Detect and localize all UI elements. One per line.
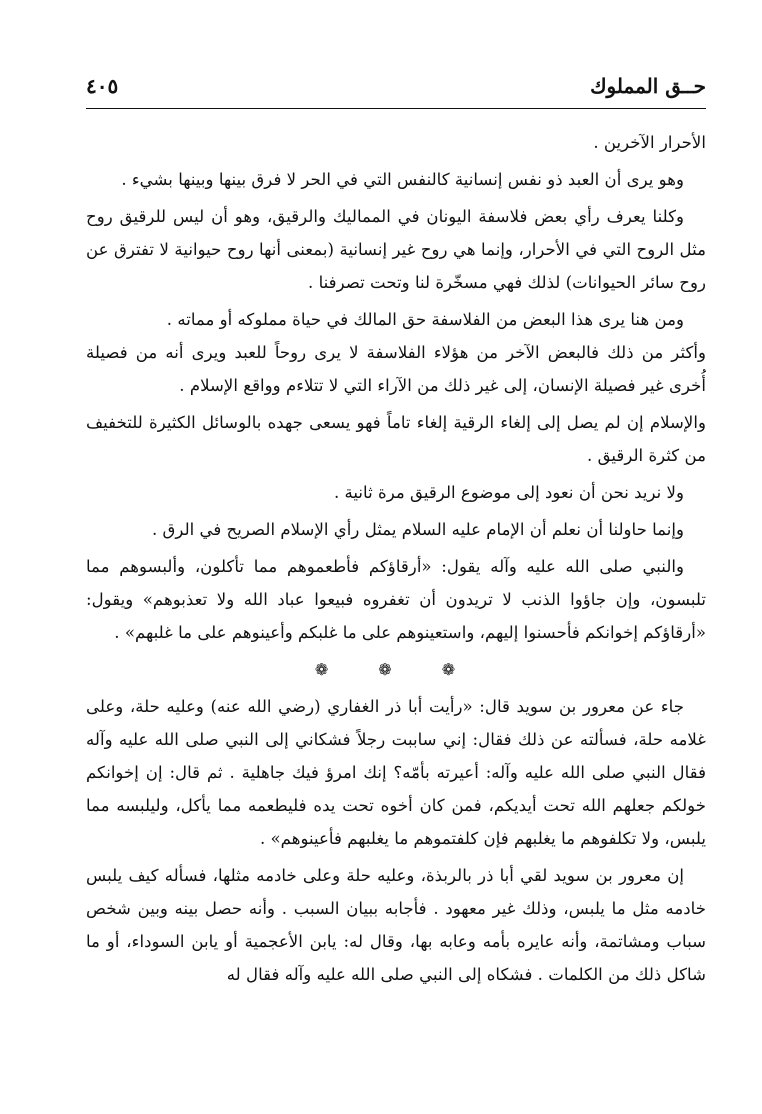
paragraph-5: وأكثر من ذلك فالبعض الآخر من هؤلاء الفلاسفة لا يرى روحاً للعبد ويرى أنه من فصيلة أُخرى غير فصيلة الإنسان، إلى غير ذلك من الآراء التي لا تتلاءم وواقع الإسلام . bbox=[86, 343, 706, 395]
separator-ornament: ❁ bbox=[378, 660, 414, 679]
paragraph-4: ومن هنا يرى هذا البعض من الفلاسفة حق المالك في حياة مملوكه أو مماته . bbox=[166, 310, 684, 329]
running-header bbox=[86, 70, 706, 110]
page-number: ٤٠٥ bbox=[86, 74, 119, 98]
separator-ornament: ❁ bbox=[314, 660, 351, 679]
running-title: حــق المملوك bbox=[590, 74, 706, 98]
paragraph-6: والإسلام إن لم يصل إلى إلغاء الرقية إلغاء تاماً فهو يسعى جهده بالوسائل الكثيرة للتخفيف من كثرة الرقيق . bbox=[86, 413, 706, 465]
paragraph-10: جاء عن معرور بن سويد قال: «رأيت أبا ذر الغفاري (رضي الله عنه) وعليه حلة، وعلى غلامه حلة، فسألته عن ذلك فقال: إني ساببت رجلاً فشكاني إلى النبي صلى الله عليه وآله فقال النبي صلى الله عليه وآله: أعيرته بأمّه؟ إنك امرؤ فيك جاهلية . ثم قال: إن إخوانكم خولكم جعلهم الله تحت أيديكم، فمن كان أخوه تحت يده فليطعمه مما يأكل، وليلبسه مما يلبس، ولا تكلفوهم ما يغلبهم فإن كلفتموهم ما يغلبهم فأعينوهم» . bbox=[86, 697, 706, 848]
paragraph-11: إن معرور بن سويد لقي أبا ذر بالربذة، وعليه حلة وعلى خادمه مثلها، فسأله كيف يلبس خادمه مثل ما يلبس، وذلك غير معهود . فأجابه ببيان السبب . وأنه حصل بينه وبين شخص سباب ومشاتمة، وأنه عايره بأمه وعابه بها، وقال له: يابن الأعجمية أو يابن السوداء، أو ما شاكل ذلك من الكلمات . فشكاه إلى النبي صلى الله عليه وآله فقال له bbox=[86, 866, 706, 984]
header-rule bbox=[86, 108, 706, 109]
section-separator bbox=[86, 653, 706, 686]
separator-ornament: ❁ bbox=[441, 660, 478, 679]
page-body bbox=[86, 126, 706, 995]
paragraph-7: ولا نريد نحن أن نعود إلى موضوع الرقيق مرة ثانية . bbox=[333, 483, 684, 502]
paragraph-9: والنبي صلى الله عليه وآله يقول: «أرقاؤكم فأطعموهم مما تأكلون، وألبسوهم مما تلبسون، وإن جاؤوا الذنب لا تريدون أن تغفروه فبيعوا عباد الله ولا تعذبوهم» ويقول: «أرقاؤكم إخوانكم فأحسنوا إليهم، واستعينوهم على ما غلبكم وأعينوهم على ما غلبهم» . bbox=[86, 557, 706, 642]
paragraph-2: وهو يرى أن العبد ذو نفس إنسانية كالنفس التي في الحر لا فرق بينها وبينها بشيء . bbox=[121, 170, 684, 189]
paragraph-1: الأحرار الآخرين . bbox=[593, 133, 706, 152]
paragraph-8: وإنما حاولنا أن نعلم أن الإمام عليه السلام يمثل رأي الإسلام الصريح في الرق . bbox=[152, 520, 684, 539]
paragraph-3: وكلنا يعرف رأي بعض فلاسفة اليونان في المماليك والرقيق، وهو أن ليس للرقيق روح مثل الروح التي في الأحرار، وإنما هي روح غير إنسانية (بمعنى أنها روح حيوانية لا تفترق عن روح سائر الحيوانات) لذلك فهي مسخّرة لنا وتحت تصرفنا . bbox=[86, 207, 706, 292]
